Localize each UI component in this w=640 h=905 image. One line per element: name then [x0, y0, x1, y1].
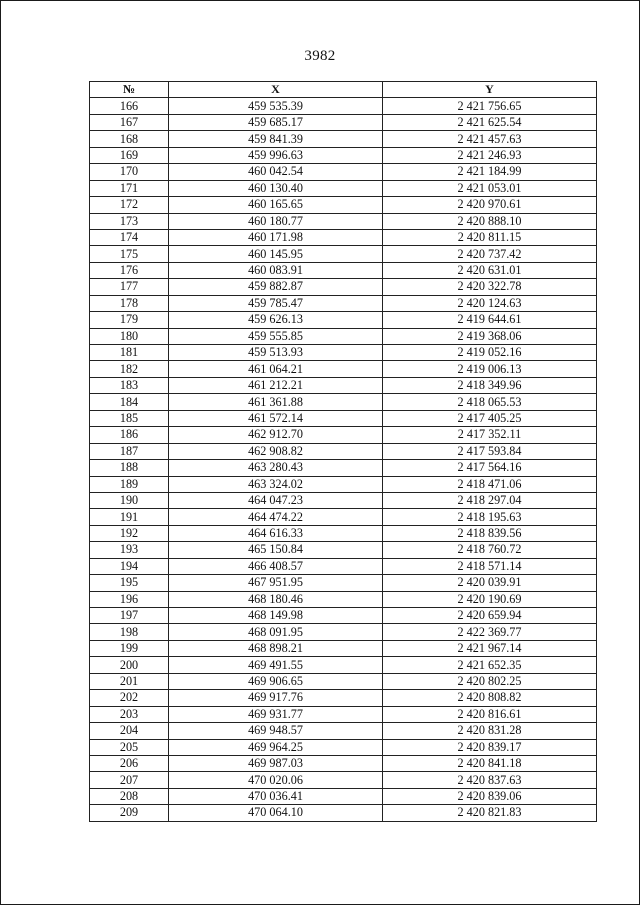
- y-coordinate-cell: 2 420 124.63: [383, 295, 597, 311]
- table-row: [90, 427, 597, 443]
- point-number-cell: 200: [90, 657, 169, 673]
- y-coordinate-cell: 2 418 760.72: [383, 542, 597, 558]
- point-number-cell: 185: [90, 410, 169, 426]
- table-row: [90, 262, 597, 278]
- x-coordinate-cell: 468 180.46: [169, 591, 383, 607]
- x-coordinate-cell: 459 785.47: [169, 295, 383, 311]
- table-row: [90, 394, 597, 410]
- table-row: [90, 361, 597, 377]
- x-coordinate-cell: 470 036.41: [169, 788, 383, 804]
- y-coordinate-cell: 2 418 297.04: [383, 492, 597, 508]
- point-number-cell: 208: [90, 788, 169, 804]
- table-row: [90, 180, 597, 196]
- table-row: [90, 213, 597, 229]
- table-row: [90, 690, 597, 706]
- point-number-cell: 197: [90, 608, 169, 624]
- table-row: [90, 328, 597, 344]
- y-coordinate-cell: 2 420 841.18: [383, 755, 597, 771]
- table-row: [90, 608, 597, 624]
- point-number-cell: 198: [90, 624, 169, 640]
- x-coordinate-cell: 461 064.21: [169, 361, 383, 377]
- table-row: [90, 739, 597, 755]
- table-row: [90, 345, 597, 361]
- table-row: [90, 312, 597, 328]
- y-coordinate-cell: 2 418 471.06: [383, 476, 597, 492]
- y-coordinate-cell: 2 420 839.17: [383, 739, 597, 755]
- x-coordinate-cell: 469 964.25: [169, 739, 383, 755]
- point-number-cell: 183: [90, 377, 169, 393]
- x-coordinate-cell: 463 280.43: [169, 460, 383, 476]
- x-coordinate-cell: 460 042.54: [169, 164, 383, 180]
- x-coordinate-cell: 469 931.77: [169, 706, 383, 722]
- coordinates-table: [89, 81, 597, 822]
- y-coordinate-cell: 2 417 405.25: [383, 410, 597, 426]
- point-number-cell: 180: [90, 328, 169, 344]
- x-coordinate-cell: 459 626.13: [169, 312, 383, 328]
- x-coordinate-cell: 462 912.70: [169, 427, 383, 443]
- table-row: [90, 591, 597, 607]
- table-row: [90, 558, 597, 574]
- point-number-cell: 204: [90, 723, 169, 739]
- x-coordinate-cell: 459 555.85: [169, 328, 383, 344]
- table-row: [90, 114, 597, 130]
- point-number-cell: 209: [90, 805, 169, 821]
- table-row: [90, 542, 597, 558]
- table-row: [90, 673, 597, 689]
- point-number-cell: 179: [90, 312, 169, 328]
- point-number-cell: 184: [90, 394, 169, 410]
- x-coordinate-cell: 469 917.76: [169, 690, 383, 706]
- table-row: [90, 295, 597, 311]
- table-row: [90, 509, 597, 525]
- y-coordinate-cell: 2 419 052.16: [383, 345, 597, 361]
- x-coordinate-cell: 464 616.33: [169, 525, 383, 541]
- x-coordinate-cell: 470 020.06: [169, 772, 383, 788]
- point-number-cell: 201: [90, 673, 169, 689]
- y-coordinate-cell: 2 417 352.11: [383, 427, 597, 443]
- y-coordinate-cell: 2 419 368.06: [383, 328, 597, 344]
- point-number-cell: 193: [90, 542, 169, 558]
- point-number-cell: 174: [90, 229, 169, 245]
- table-row: [90, 772, 597, 788]
- x-coordinate-cell: 461 572.14: [169, 410, 383, 426]
- y-coordinate-cell: 2 417 593.84: [383, 443, 597, 459]
- page-number: 3982: [304, 48, 336, 64]
- point-number-cell: 168: [90, 131, 169, 147]
- y-coordinate-cell: 2 420 811.15: [383, 229, 597, 245]
- x-coordinate-cell: 464 474.22: [169, 509, 383, 525]
- point-number-cell: 176: [90, 262, 169, 278]
- x-coordinate-cell: 469 948.57: [169, 723, 383, 739]
- point-number-cell: 199: [90, 640, 169, 656]
- y-coordinate-cell: 2 422 369.77: [383, 624, 597, 640]
- point-number-cell: 175: [90, 246, 169, 262]
- x-coordinate-cell: 459 882.87: [169, 279, 383, 295]
- point-number-cell: 181: [90, 345, 169, 361]
- y-coordinate-cell: 2 421 625.54: [383, 114, 597, 130]
- x-coordinate-cell: 459 513.93: [169, 345, 383, 361]
- point-number-cell: 173: [90, 213, 169, 229]
- table-row: [90, 575, 597, 591]
- y-coordinate-cell: 2 420 808.82: [383, 690, 597, 706]
- y-coordinate-cell: 2 417 564.16: [383, 460, 597, 476]
- x-coordinate-cell: 469 906.65: [169, 673, 383, 689]
- y-coordinate-cell: 2 420 839.06: [383, 788, 597, 804]
- x-coordinate-cell: 468 898.21: [169, 640, 383, 656]
- y-coordinate-cell: 2 420 322.78: [383, 279, 597, 295]
- table-row: [90, 723, 597, 739]
- x-coordinate-cell: 469 987.03: [169, 755, 383, 771]
- x-coordinate-cell: 468 091.95: [169, 624, 383, 640]
- table-row: [90, 460, 597, 476]
- table-row: [90, 624, 597, 640]
- x-coordinate-cell: 468 149.98: [169, 608, 383, 624]
- y-coordinate-cell: 2 420 821.83: [383, 805, 597, 821]
- y-coordinate-cell: 2 420 831.28: [383, 723, 597, 739]
- point-number-cell: 186: [90, 427, 169, 443]
- point-number-cell: 205: [90, 739, 169, 755]
- point-number-cell: 187: [90, 443, 169, 459]
- point-number-cell: 177: [90, 279, 169, 295]
- x-coordinate-cell: 470 064.10: [169, 805, 383, 821]
- table-row: [90, 525, 597, 541]
- column-header-y: Y: [383, 82, 597, 98]
- point-number-cell: 171: [90, 180, 169, 196]
- point-number-cell: 172: [90, 197, 169, 213]
- table-body: [90, 98, 597, 821]
- x-coordinate-cell: 466 408.57: [169, 558, 383, 574]
- table-row: [90, 410, 597, 426]
- x-coordinate-cell: 459 996.63: [169, 147, 383, 163]
- y-coordinate-cell: 2 418 571.14: [383, 558, 597, 574]
- y-coordinate-cell: 2 418 839.56: [383, 525, 597, 541]
- table-row: [90, 476, 597, 492]
- y-coordinate-cell: 2 420 039.91: [383, 575, 597, 591]
- point-number-cell: 206: [90, 755, 169, 771]
- y-coordinate-cell: 2 420 659.94: [383, 608, 597, 624]
- point-number-cell: 178: [90, 295, 169, 311]
- point-number-cell: 194: [90, 558, 169, 574]
- x-coordinate-cell: 467 951.95: [169, 575, 383, 591]
- x-coordinate-cell: 460 165.65: [169, 197, 383, 213]
- x-coordinate-cell: 462 908.82: [169, 443, 383, 459]
- column-header-number: №: [90, 82, 169, 98]
- x-coordinate-cell: 459 535.39: [169, 98, 383, 114]
- table-row: [90, 131, 597, 147]
- y-coordinate-cell: 2 419 006.13: [383, 361, 597, 377]
- x-coordinate-cell: 459 841.39: [169, 131, 383, 147]
- table-row: [90, 443, 597, 459]
- point-number-cell: 191: [90, 509, 169, 525]
- y-coordinate-cell: 2 421 652.35: [383, 657, 597, 673]
- x-coordinate-cell: 460 083.91: [169, 262, 383, 278]
- y-coordinate-cell: 2 420 631.01: [383, 262, 597, 278]
- y-coordinate-cell: 2 418 195.63: [383, 509, 597, 525]
- y-coordinate-cell: 2 420 970.61: [383, 197, 597, 213]
- table-row: [90, 98, 597, 114]
- table-header-row: [90, 82, 597, 98]
- table-row: [90, 197, 597, 213]
- y-coordinate-cell: 2 420 837.63: [383, 772, 597, 788]
- table-row: [90, 706, 597, 722]
- table-row: [90, 492, 597, 508]
- column-header-x: X: [169, 82, 383, 98]
- y-coordinate-cell: 2 420 888.10: [383, 213, 597, 229]
- point-number-cell: 202: [90, 690, 169, 706]
- x-coordinate-cell: 469 491.55: [169, 657, 383, 673]
- table-row: [90, 640, 597, 656]
- table-row: [90, 229, 597, 245]
- y-coordinate-cell: 2 420 737.42: [383, 246, 597, 262]
- x-coordinate-cell: 461 361.88: [169, 394, 383, 410]
- table-row: [90, 788, 597, 804]
- point-number-cell: 195: [90, 575, 169, 591]
- y-coordinate-cell: 2 421 246.93: [383, 147, 597, 163]
- table-row: [90, 147, 597, 163]
- y-coordinate-cell: 2 420 190.69: [383, 591, 597, 607]
- point-number-cell: 203: [90, 706, 169, 722]
- y-coordinate-cell: 2 419 644.61: [383, 312, 597, 328]
- point-number-cell: 189: [90, 476, 169, 492]
- point-number-cell: 166: [90, 98, 169, 114]
- x-coordinate-cell: 461 212.21: [169, 377, 383, 393]
- table-row: [90, 657, 597, 673]
- x-coordinate-cell: 464 047.23: [169, 492, 383, 508]
- x-coordinate-cell: 463 324.02: [169, 476, 383, 492]
- x-coordinate-cell: 460 180.77: [169, 213, 383, 229]
- y-coordinate-cell: 2 420 802.25: [383, 673, 597, 689]
- y-coordinate-cell: 2 421 967.14: [383, 640, 597, 656]
- table-row: [90, 755, 597, 771]
- y-coordinate-cell: 2 418 349.96: [383, 377, 597, 393]
- point-number-cell: 207: [90, 772, 169, 788]
- point-number-cell: 188: [90, 460, 169, 476]
- point-number-cell: 192: [90, 525, 169, 541]
- point-number-cell: 167: [90, 114, 169, 130]
- y-coordinate-cell: 2 421 184.99: [383, 164, 597, 180]
- point-number-cell: 169: [90, 147, 169, 163]
- point-number-cell: 182: [90, 361, 169, 377]
- y-coordinate-cell: 2 421 053.01: [383, 180, 597, 196]
- y-coordinate-cell: 2 421 756.65: [383, 98, 597, 114]
- y-coordinate-cell: 2 418 065.53: [383, 394, 597, 410]
- point-number-cell: 170: [90, 164, 169, 180]
- table-row: [90, 279, 597, 295]
- table-row: [90, 805, 597, 821]
- point-number-cell: 190: [90, 492, 169, 508]
- point-number-cell: 196: [90, 591, 169, 607]
- y-coordinate-cell: 2 421 457.63: [383, 131, 597, 147]
- x-coordinate-cell: 460 130.40: [169, 180, 383, 196]
- x-coordinate-cell: 459 685.17: [169, 114, 383, 130]
- table-row: [90, 164, 597, 180]
- x-coordinate-cell: 465 150.84: [169, 542, 383, 558]
- table-row: [90, 377, 597, 393]
- x-coordinate-cell: 460 145.95: [169, 246, 383, 262]
- x-coordinate-cell: 460 171.98: [169, 229, 383, 245]
- table-row: [90, 246, 597, 262]
- y-coordinate-cell: 2 420 816.61: [383, 706, 597, 722]
